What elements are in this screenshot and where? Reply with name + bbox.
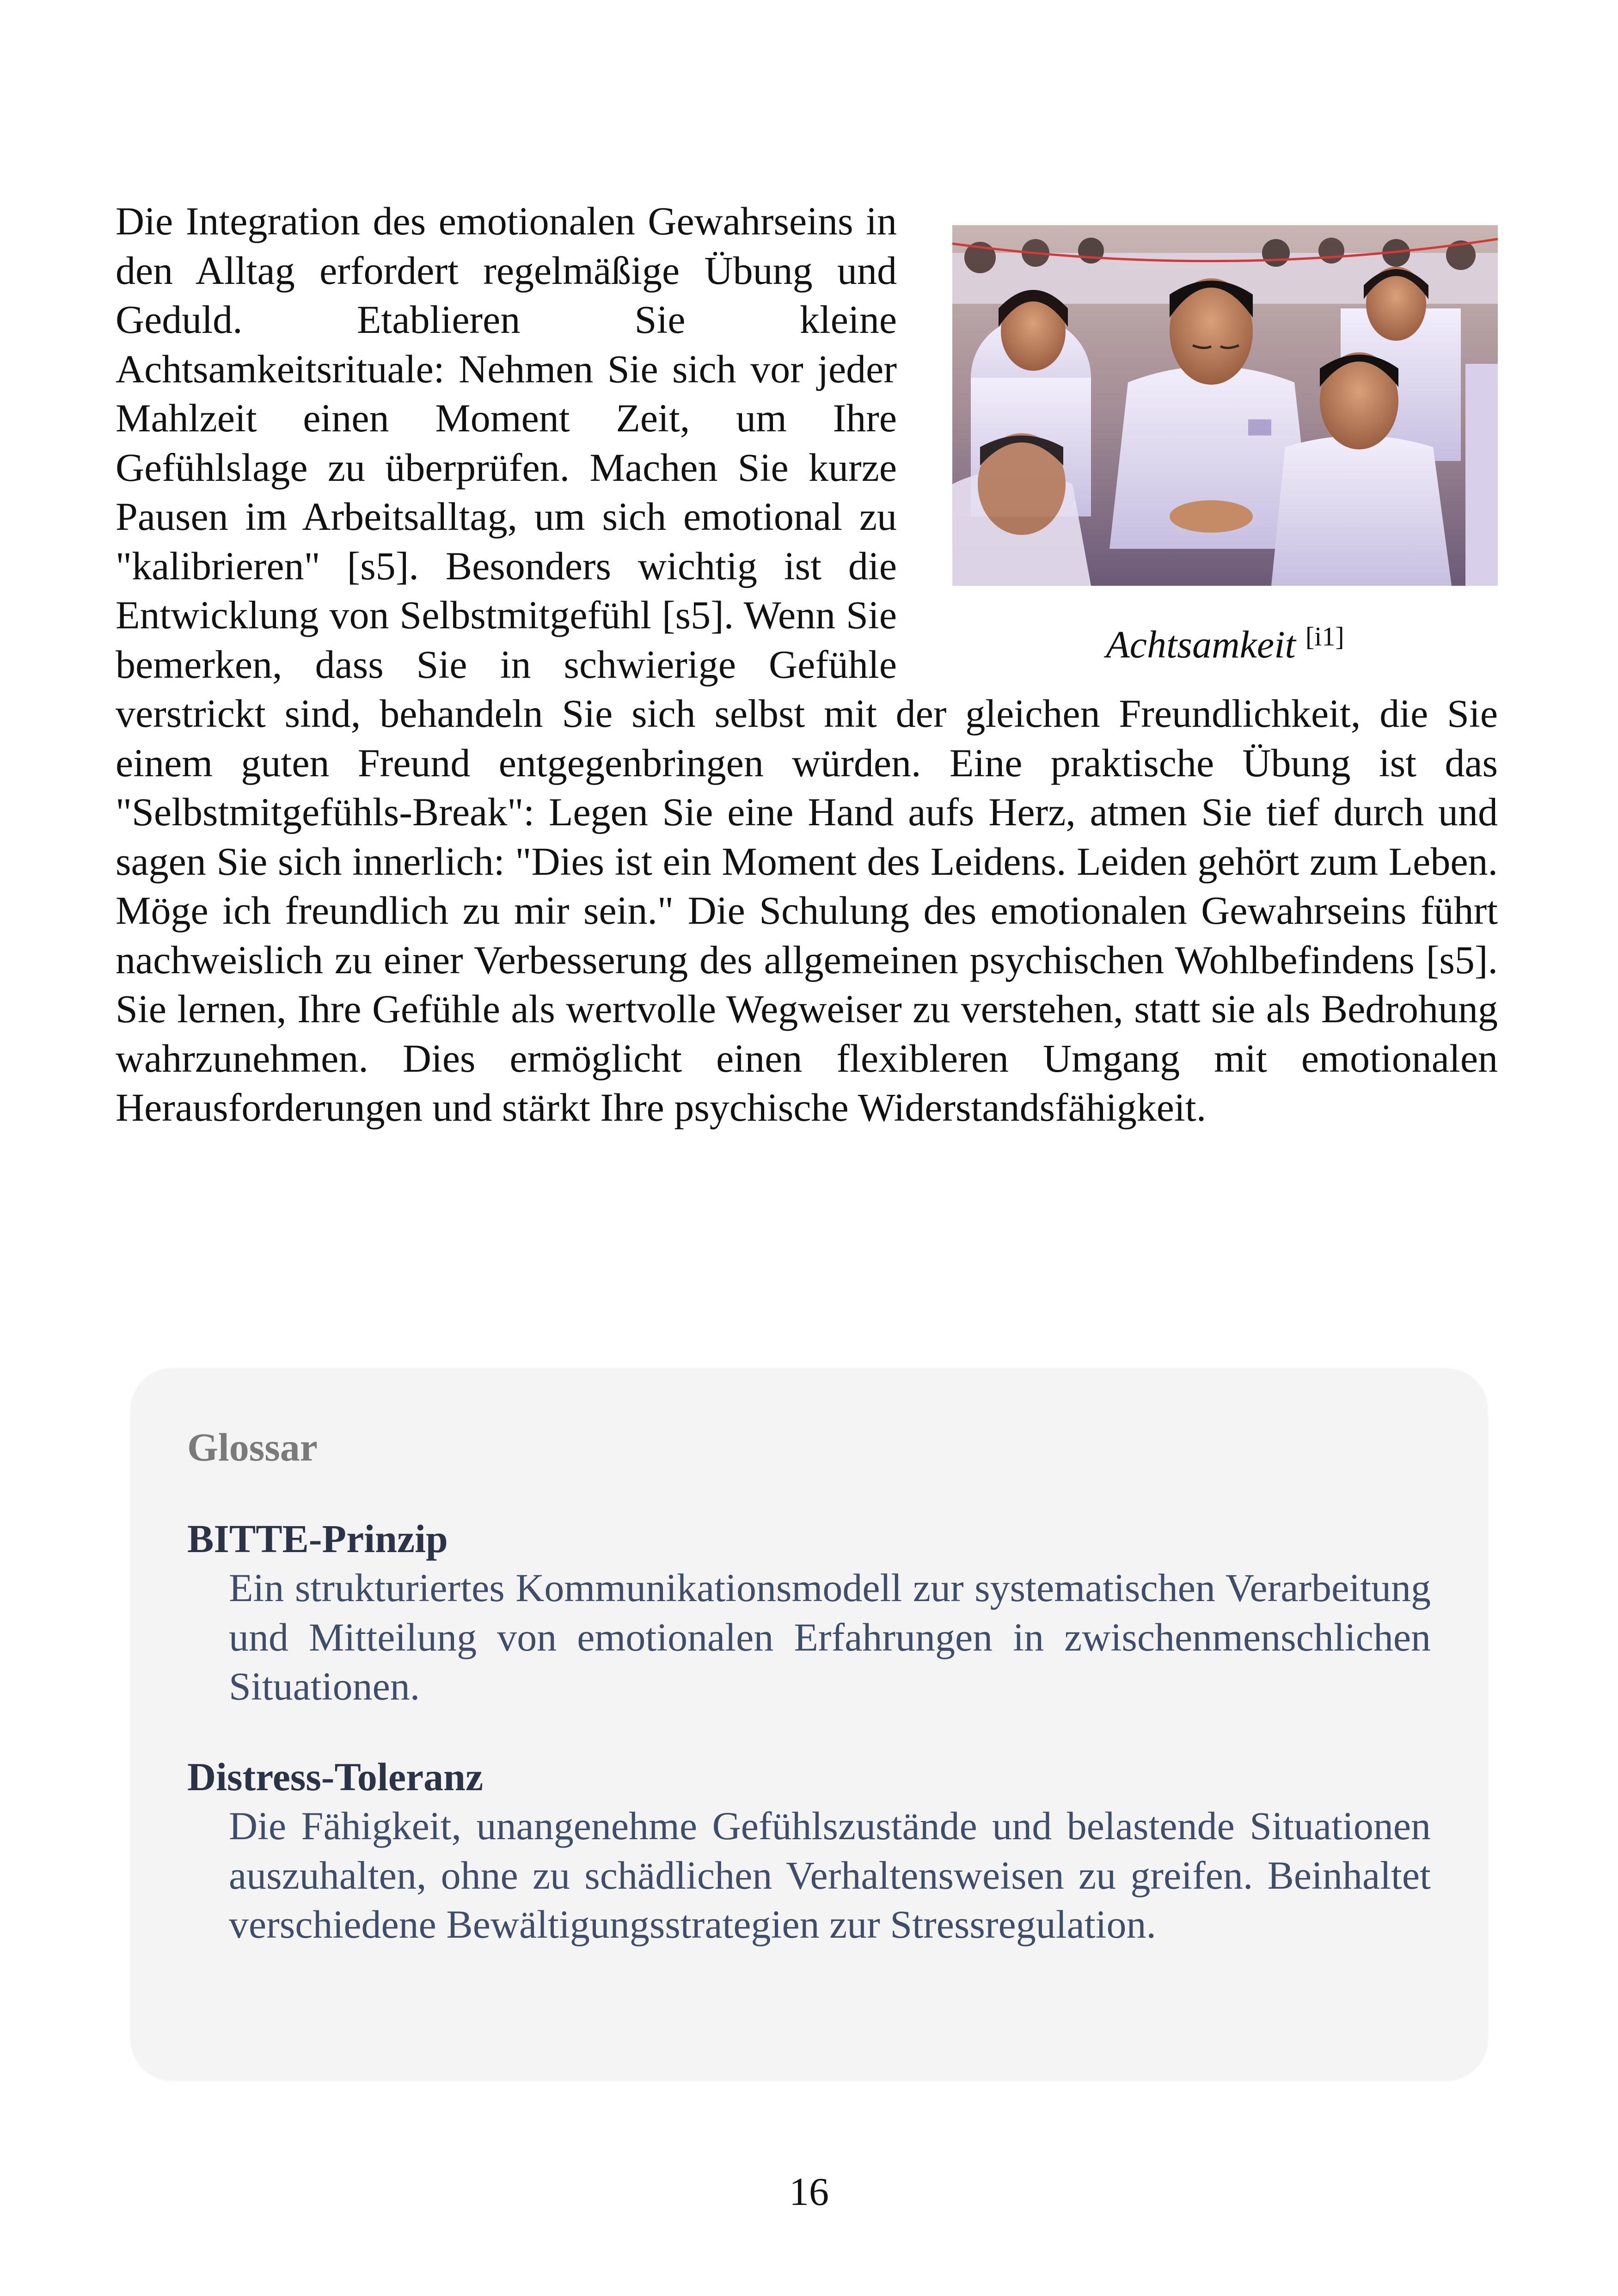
meditation-photo xyxy=(952,225,1498,586)
glossary-definition: Ein strukturiertes Kommunikationsmodell zur systematischen Verarbeitung und Mitteilung von emotionalen Erfahrungen in zwischenmenschlichen Situationen. xyxy=(229,1565,1431,1708)
caption-text: Achtsamkeit xyxy=(1106,623,1296,666)
figure-caption xyxy=(952,622,1498,687)
glossary-definition: Die Fähigkeit, unangenehme Gefühlszustände und belastende Situationen auszuhalten, ohne zu schädlichen Verhaltensweisen zu greifen. Beinhaltet verschiedene Bewältigungsstrategien zur Stressregulation. xyxy=(229,1804,1431,1946)
glossary-entry xyxy=(187,1514,1431,1711)
caption-reference: [i1] xyxy=(1305,621,1344,651)
glossary-term: BITTE-Prinzip xyxy=(187,1516,448,1561)
glossary-entry xyxy=(187,1752,1431,1949)
glossary-box xyxy=(131,1369,1488,2081)
figure xyxy=(952,225,1498,687)
glossary-title: Glossar xyxy=(187,1425,318,1469)
body-text-block xyxy=(116,196,1498,1132)
body-paragraph: Die Integration des emotionalen Gewahrseins in den Alltag erfordert regelmäßige Übung und Geduld. Etablieren Sie kleine Achtsamkeitsrituale: Nehmen Sie sich vor jeder Mahlzeit einen Moment Zeit, um Ihre Gefühlslage zu überprüfen. Machen Sie kurze Pausen im Arbeitsalltag, um sich emotional zu "kalibrieren" [s5]. Besonders wichtig ist die Entwicklung von Selbstmitgefühl [s5]. Wenn Sie bemerken, dass Sie in schwierige Gefühle verstrickt sind, behandeln Sie sich selbst mit der gleichen Freundlichkeit, die Sie einem guten Freund entgegenbringen würden. Eine praktische Übung ist das "Selbstmitgefühls-Break": Legen Sie eine Hand aufs Herz, atmen Sie tief durch und sagen Sie sich innerlich: "Dies ist ein Moment des Leidens. Leiden gehört zum Leben. Möge ich freundlich zu mir sein." Die Schulung des emotionalen Gewahrseins führt nachweislich zu einer Verbesserung des allgemeinen psychischen Wohlbefindens [s5]. Sie lernen, Ihre Gefühle als wertvolle Wegweiser zu verstehen, statt sie als Bedrohung wahrzunehmen. Dies ermöglicht einen flexibleren Umgang mit emotionalen Herausforderungen und stärkt Ihre psychische Widerstandsfähigkeit. xyxy=(116,199,1498,1130)
glossary-term: Distress-Toleranz xyxy=(187,1755,484,1799)
page-number: 16 xyxy=(789,2169,829,2214)
